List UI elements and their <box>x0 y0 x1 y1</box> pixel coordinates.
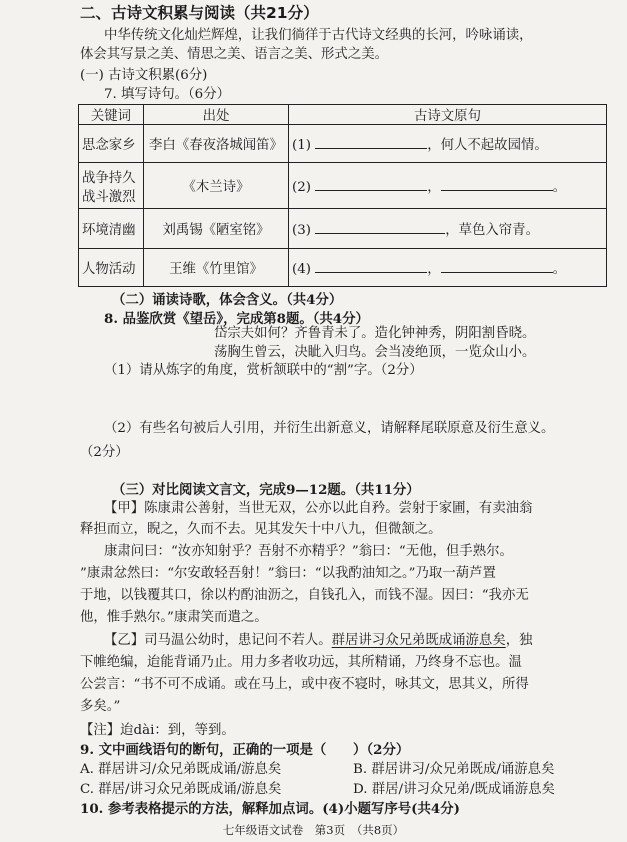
item-number: (2) <box>292 180 311 195</box>
section-intro: 中华传统文化灿烂辉煌，让我们徜徉于古代诗文经典的长河，吟咏诵读， <box>104 28 533 43</box>
subsection-heading-3: （三）对比阅读文言文，完成9—12题。（共11分） <box>112 482 420 498</box>
underlined-sentence: 群居讲习众兄弟既成诵游息矣 <box>331 633 506 648</box>
keyword-text: 战争持久 <box>82 170 136 186</box>
table-cell-keyword <box>79 125 144 163</box>
separator: ， <box>427 262 441 277</box>
question-7-title: 7. 填写诗句。（6分） <box>104 87 230 102</box>
table-cell-source: 刘禹锡《陋室铭》 <box>144 209 289 249</box>
keyword-text: 思念家乡 <box>82 138 136 153</box>
passage-yi-line <box>104 632 533 650</box>
subsection-heading-1: (一) 古诗文积累(6分) <box>80 68 208 83</box>
question-9-option-d[interactable]: D. 群居/讲习众兄弟/既成诵游息矣 <box>353 782 555 797</box>
answer-blank[interactable] <box>441 178 553 191</box>
question-8-part-1: （1）请从炼字的角度，赏析颔联中的“割”字。（2分） <box>104 363 423 378</box>
table-header-row <box>79 105 607 125</box>
separator: ， <box>427 138 441 153</box>
item-number: (1) <box>292 138 311 153</box>
question-9-option-c[interactable]: C. 群居/讲习众兄弟既成诵/游息矣 <box>80 782 282 797</box>
keyword-text: 人物活动 <box>82 262 136 277</box>
question-8-part-2-score: （2分） <box>80 445 129 460</box>
table-row <box>79 209 607 249</box>
given-line: 。 <box>552 262 567 277</box>
table-cell-line <box>289 125 607 163</box>
question-9-option-b[interactable]: B. 群居讲习/众兄弟既成/诵游息矣 <box>353 762 555 777</box>
passage-yi-line: 多矣。” <box>80 699 121 714</box>
page-footer: 七年级语文试卷 第3页 （共8页） <box>222 823 405 837</box>
subsection-heading-2: （二）诵读诗歌，体会含义。（共4分） <box>112 292 343 308</box>
passage-jia-line: 于地，以钱覆其口，徐以杓酌油沥之，自钱孔入，而钱不湿。因曰：“我亦无 <box>80 588 529 603</box>
poem-line: 岱宗夫如何？齐鲁青未了。造化钟神秀，阴阳割昏晓。 <box>214 326 536 341</box>
answer-blank[interactable] <box>315 178 427 191</box>
annotation-note: 【注】迨dài：到，等到。 <box>80 723 235 738</box>
table-row <box>79 125 607 163</box>
table-cell-keyword <box>79 249 144 287</box>
passage-yi-text: 【乙】司马温公幼时，患记问不若人。 <box>104 633 332 648</box>
question-9-option-a[interactable]: A. 群居讲习/众兄弟既成诵/游息矣 <box>80 762 282 777</box>
given-line: 草色入帘青。 <box>458 223 539 238</box>
passage-jia-line: 他，惟手熟尔。”康肃笑而遣之。 <box>80 610 268 625</box>
passage-yi-line: 公尝言：“书不可不成诵。或在马上，或中夜不寝时，咏其文，思其义，所得 <box>80 677 529 692</box>
table-cell-line <box>289 209 607 249</box>
separator: ， <box>445 223 459 238</box>
answer-blank[interactable] <box>315 136 427 149</box>
table-row <box>79 249 607 287</box>
table-cell-keyword <box>79 209 144 249</box>
answer-blank[interactable] <box>315 221 445 234</box>
keyword-text: 战斗激烈 <box>82 189 136 205</box>
passage-yi-text: ，独 <box>505 633 533 648</box>
item-number: (3) <box>292 223 311 238</box>
passage-yi-line: 下帷绝编，迨能背诵乃止。用力多者收功远，其所精诵，乃终身不忘也。温 <box>80 655 522 670</box>
keyword-text: 环境清幽 <box>82 223 136 238</box>
given-line: 。 <box>552 180 567 195</box>
question-10-title: 10. 参考表格提示的方法，解释加点词。(4)小题写序号(共4分) <box>80 801 460 817</box>
poem-fill-table <box>78 104 607 287</box>
table-header-source: 出处 <box>144 105 289 125</box>
answer-blank[interactable] <box>441 260 553 273</box>
question-9-title: 9. 文中画线语句的断句，正确的一项是（ ）（2分） <box>80 742 410 758</box>
section-intro-cont: 体会其写景之美、情思之美、语言之美、形式之美。 <box>80 47 388 62</box>
answer-blank[interactable] <box>315 260 427 273</box>
question-8-part-2: （2）有些名句被后人引用，并衍生出新意义，请解释尾联原意及衍生意义。 <box>104 421 555 436</box>
table-cell-source: 《木兰诗》 <box>144 163 289 209</box>
table-cell-line <box>289 249 607 287</box>
table-cell-source: 王维《竹里馆》 <box>144 249 289 287</box>
passage-jia-line: 释担而立，睨之，久而不去。见其发矢十中八九，但微颔之。 <box>80 522 442 537</box>
table-cell-line <box>289 163 607 209</box>
passage-jia-line: ”康肃忿然曰：“尔安敢轻吾射！”翁曰：“以我酌油知之。”乃取一葫芦置 <box>80 566 496 581</box>
table-cell-source: 李白《春夜洛城闻笛》 <box>144 125 289 163</box>
table-row <box>79 163 607 209</box>
passage-jia-line: 康肃问曰：“汝亦知射乎？吾射不亦精乎？”翁曰：“无他，但手熟尔。 <box>104 544 513 559</box>
given-line: 何人不起故园情。 <box>440 138 548 153</box>
poem-line: 荡胸生曾云，决眦入归鸟。会当凌绝顶，一览众山小。 <box>214 345 536 360</box>
section-heading: 二、古诗文积累与阅读（共21分） <box>80 4 319 22</box>
table-header-keyword: 关键词 <box>79 105 144 125</box>
item-number: (4) <box>292 262 311 277</box>
table-header-line: 古诗文原句 <box>289 105 607 125</box>
question-8-title: 8. 品鉴欣赏《望岳》，完成第8题。（共4分） <box>104 311 369 327</box>
separator: ， <box>427 180 441 195</box>
passage-jia-line: 【甲】陈康肃公善射，当世无双，公亦以此自矜。尝射于家圃，有卖油翁 <box>104 501 533 516</box>
table-cell-keyword <box>79 163 144 209</box>
